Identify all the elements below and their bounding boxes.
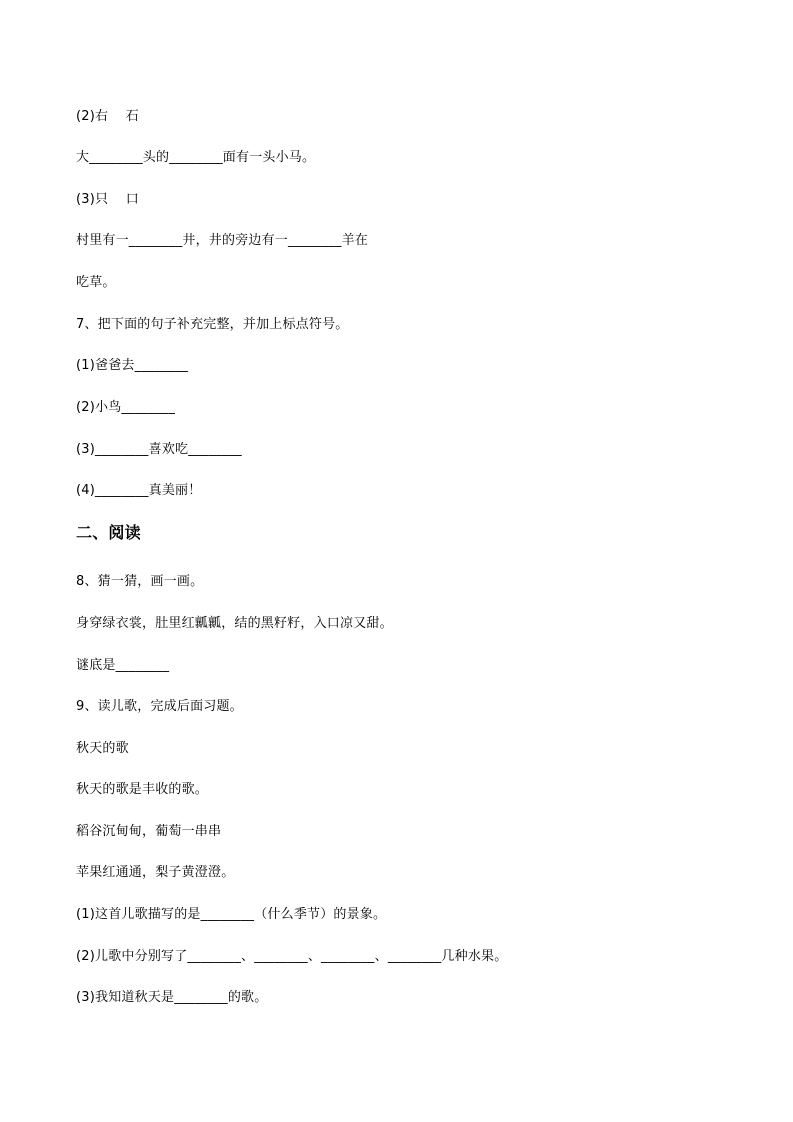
poem-line-2: 稻谷沉甸甸，葡萄一串串 — [76, 824, 222, 839]
q6-item-3-sentence: 村里有一________井，井的旁边有一________羊在 — [76, 233, 369, 248]
q8-riddle: 身穿绿衣裳，肚里红瓤瓤，结的黑籽籽，入口凉又甜。 — [76, 616, 393, 631]
q7-item-1: (1)爸爸去________ — [76, 358, 189, 373]
q6-item-3-label: (3)只 口 — [76, 192, 139, 207]
section-heading-reading: 二、阅读 — [76, 523, 141, 542]
q9-item-2: (2)儿歌中分别写了________、________、________、________几种水果。 — [76, 949, 508, 964]
q7-item-3: (3)________喜欢吃________ — [76, 442, 242, 457]
q6-item-3-sentence-cont: 吃草。 — [76, 275, 116, 290]
poem-title: 秋天的歌 — [76, 741, 129, 756]
q8-prompt: 8、猜一猜，画一画。 — [76, 574, 204, 589]
poem-line-3: 苹果红通通，梨子黄澄澄。 — [76, 865, 235, 880]
q6-item-2-sentence: 大________头的________面有一头小马。 — [76, 150, 316, 165]
q7-item-4: (4)________真美丽！ — [76, 483, 202, 498]
q7-prompt: 7、把下面的句子补充完整，并加上标点符号。 — [76, 317, 349, 332]
q9-item-3: (3)我知道秋天是________的歌。 — [76, 990, 268, 1005]
q9-prompt: 9、读儿歌，完成后面习题。 — [76, 699, 243, 714]
q7-item-2: (2)小鸟________ — [76, 400, 176, 415]
poem-line-1: 秋天的歌是丰收的歌。 — [76, 782, 209, 797]
q9-item-1: (1)这首儿歌描写的是________（什么季节）的景象。 — [76, 907, 387, 922]
q6-item-2-label: (2)右 石 — [76, 109, 139, 124]
q8-answer: 谜底是________ — [76, 658, 170, 673]
